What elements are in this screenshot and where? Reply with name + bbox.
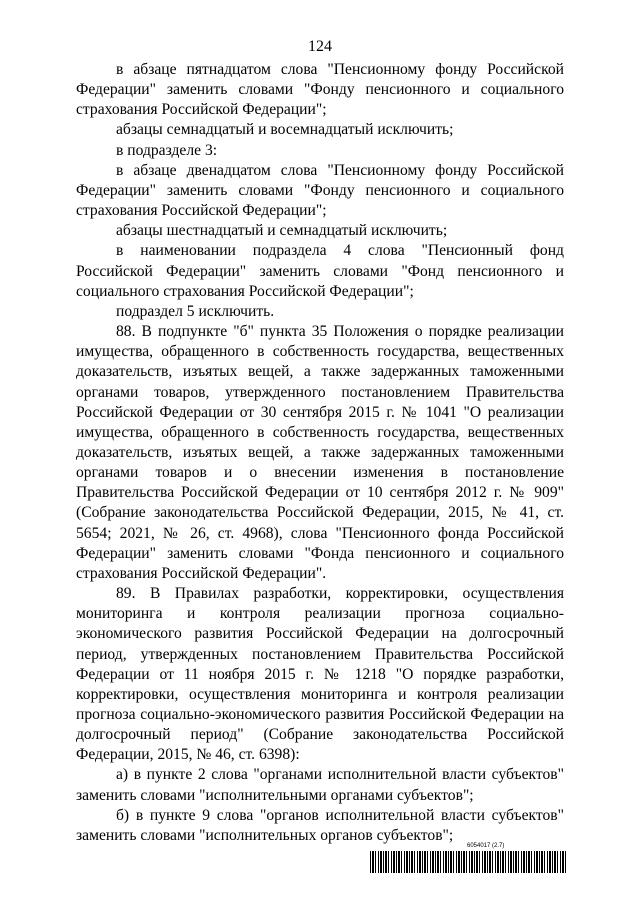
- barcode: [370, 851, 566, 873]
- paragraph-11: б) в пункте 9 слова "органов исполнительной власти субъектов" заменить словами "исполнительных органов субъектов";: [76, 806, 564, 844]
- paragraph-7: подраздел 5 исключить.: [116, 302, 275, 320]
- paragraph-2: абзацы семнадцатый и восемнадцатый исключить;: [116, 121, 454, 139]
- document-code: 6054017 (2.7): [467, 843, 505, 849]
- paragraph-6: в наименовании подраздела 4 слова "Пенсионный фонд Российской Федерации" заменить словами "Фонд пенсионного и социального страхования Российской Федерации";: [76, 242, 564, 300]
- paragraph-1: в абзаце пятнадцатом слова "Пенсионному фонду Российской Федерации" заменить словами "Фонду пенсионного и социального страхования Российской Федерации";: [76, 61, 564, 119]
- paragraph-8: 88. В подпункте "б" пункта 35 Положения о порядке реализации имущества, обращенного в собственность государства, вещественных доказательств, изъятых вещей, а также задержанных таможенными органами товаров, утвержденного постановлением Правительства Российской Федерации от 30 сентября 2015 г. № 1041 "О реализации имущества, обращенного в собственность государства, вещественных доказательств, изъятых вещей, а также задержанных таможенными органами товаров и о внесении изменения в постановление Правительства Российской Федерации от 10 сентября 2012 г. № 909" (Собрание законодательства Российской Федерации, 2015, № 41, ст. 5654; 2021, № 26, ст. 4968), слова "Пенсионного фонда Российской Федерации" заменить словами "Фонда пенсионного и социального страхования Российской Федерации".: [76, 323, 564, 582]
- document-body: [76, 60, 564, 846]
- paragraph-10: а) в пункте 2 слова "органами исполнительной власти субъектов" заменить словами "исполнительными органами субъектов";: [76, 766, 564, 804]
- paragraph-3: в подразделе 3:: [116, 141, 218, 159]
- page-number: 124: [308, 38, 332, 55]
- paragraph-9: 89. В Правилах разработки, корректировки, осуществления мониторинга и контроля реализации прогноза социально-экономического развития Российской Федерации на долгосрочный период, утвержденных постановлением Правительства Российской Федерации от 11 ноября 2015 г. № 1218 "О порядке разработки, корректировки, осуществления мониторинга и контроля реализации прогноза социально-экономического развития Российской Федерации на долгосрочный период" (Собрание законодательства Российской Федерации, 2015, № 46, ст. 6398):: [76, 585, 564, 764]
- paragraph-5: абзацы шестнадцатый и семнадцатый исключить;: [116, 222, 448, 240]
- paragraph-4: в абзаце двенадцатом слова "Пенсионному фонду Российской Федерации" заменить словами "Фонду пенсионного и социального страхования Российской Федерации";: [76, 161, 564, 220]
